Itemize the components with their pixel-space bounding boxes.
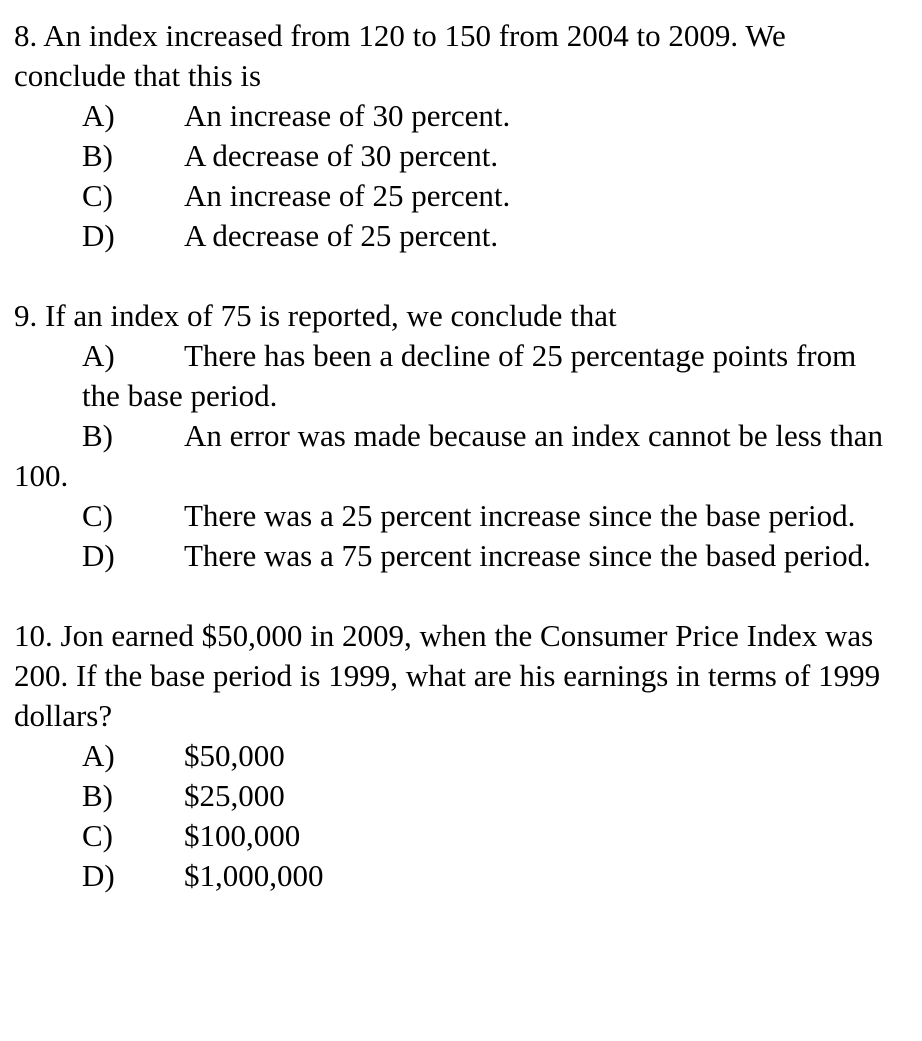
option-letter: D) [82,538,115,573]
option-text: $1,000,000 [184,858,324,893]
question-stem: 10. Jon earned $50,000 in 2009, when the Consumer Price Index was 200. If the base period is 1999, what are his earnings in terms of 1999 dollars? [14,618,881,733]
option-a [14,736,894,776]
option-b [14,416,894,496]
option-text: There has been a decline of 25 percentage points from the base period. [82,338,857,413]
option-letter: D) [82,858,115,893]
question-10 [14,616,894,896]
option-letter: A) [82,738,115,773]
option-letter: C) [82,498,113,533]
option-letter: A) [82,98,115,133]
option-text: An increase of 25 percent. [184,178,511,213]
option-letter: C) [82,818,113,853]
option-b [14,776,894,816]
option-text: An error was made because an index cannot be less than 100. [14,418,883,493]
document-body [14,16,894,896]
option-text: There was a 25 percent increase since the base period. [184,498,856,533]
spacer [14,256,894,296]
question-stem: 9. If an index of 75 is reported, we conclude that [14,298,617,333]
question-9 [14,296,894,576]
option-a [14,336,894,416]
option-letter: D) [82,218,115,253]
option-letter: B) [82,778,113,813]
option-c [14,496,894,536]
option-letter: B) [82,138,113,173]
option-text: $100,000 [184,818,301,853]
option-letter: C) [82,178,113,213]
option-text: There was a 75 percent increase since the based period. [184,538,871,573]
option-d [14,856,894,896]
option-letter: A) [82,338,115,373]
option-text: A decrease of 30 percent. [184,138,499,173]
option-text: A decrease of 25 percent. [184,218,499,253]
option-text: $50,000 [184,738,285,773]
question-8 [14,16,894,256]
option-d [14,216,894,256]
spacer [14,576,894,616]
option-b [14,136,894,176]
option-a [14,96,894,136]
option-c [14,816,894,856]
option-letter: B) [82,418,113,453]
option-text: $25,000 [184,778,285,813]
option-text: An increase of 30 percent. [184,98,511,133]
option-d [14,536,894,576]
question-stem: 8. An index increased from 120 to 150 from 2004 to 2009. We conclude that this is [14,18,786,93]
option-c [14,176,894,216]
